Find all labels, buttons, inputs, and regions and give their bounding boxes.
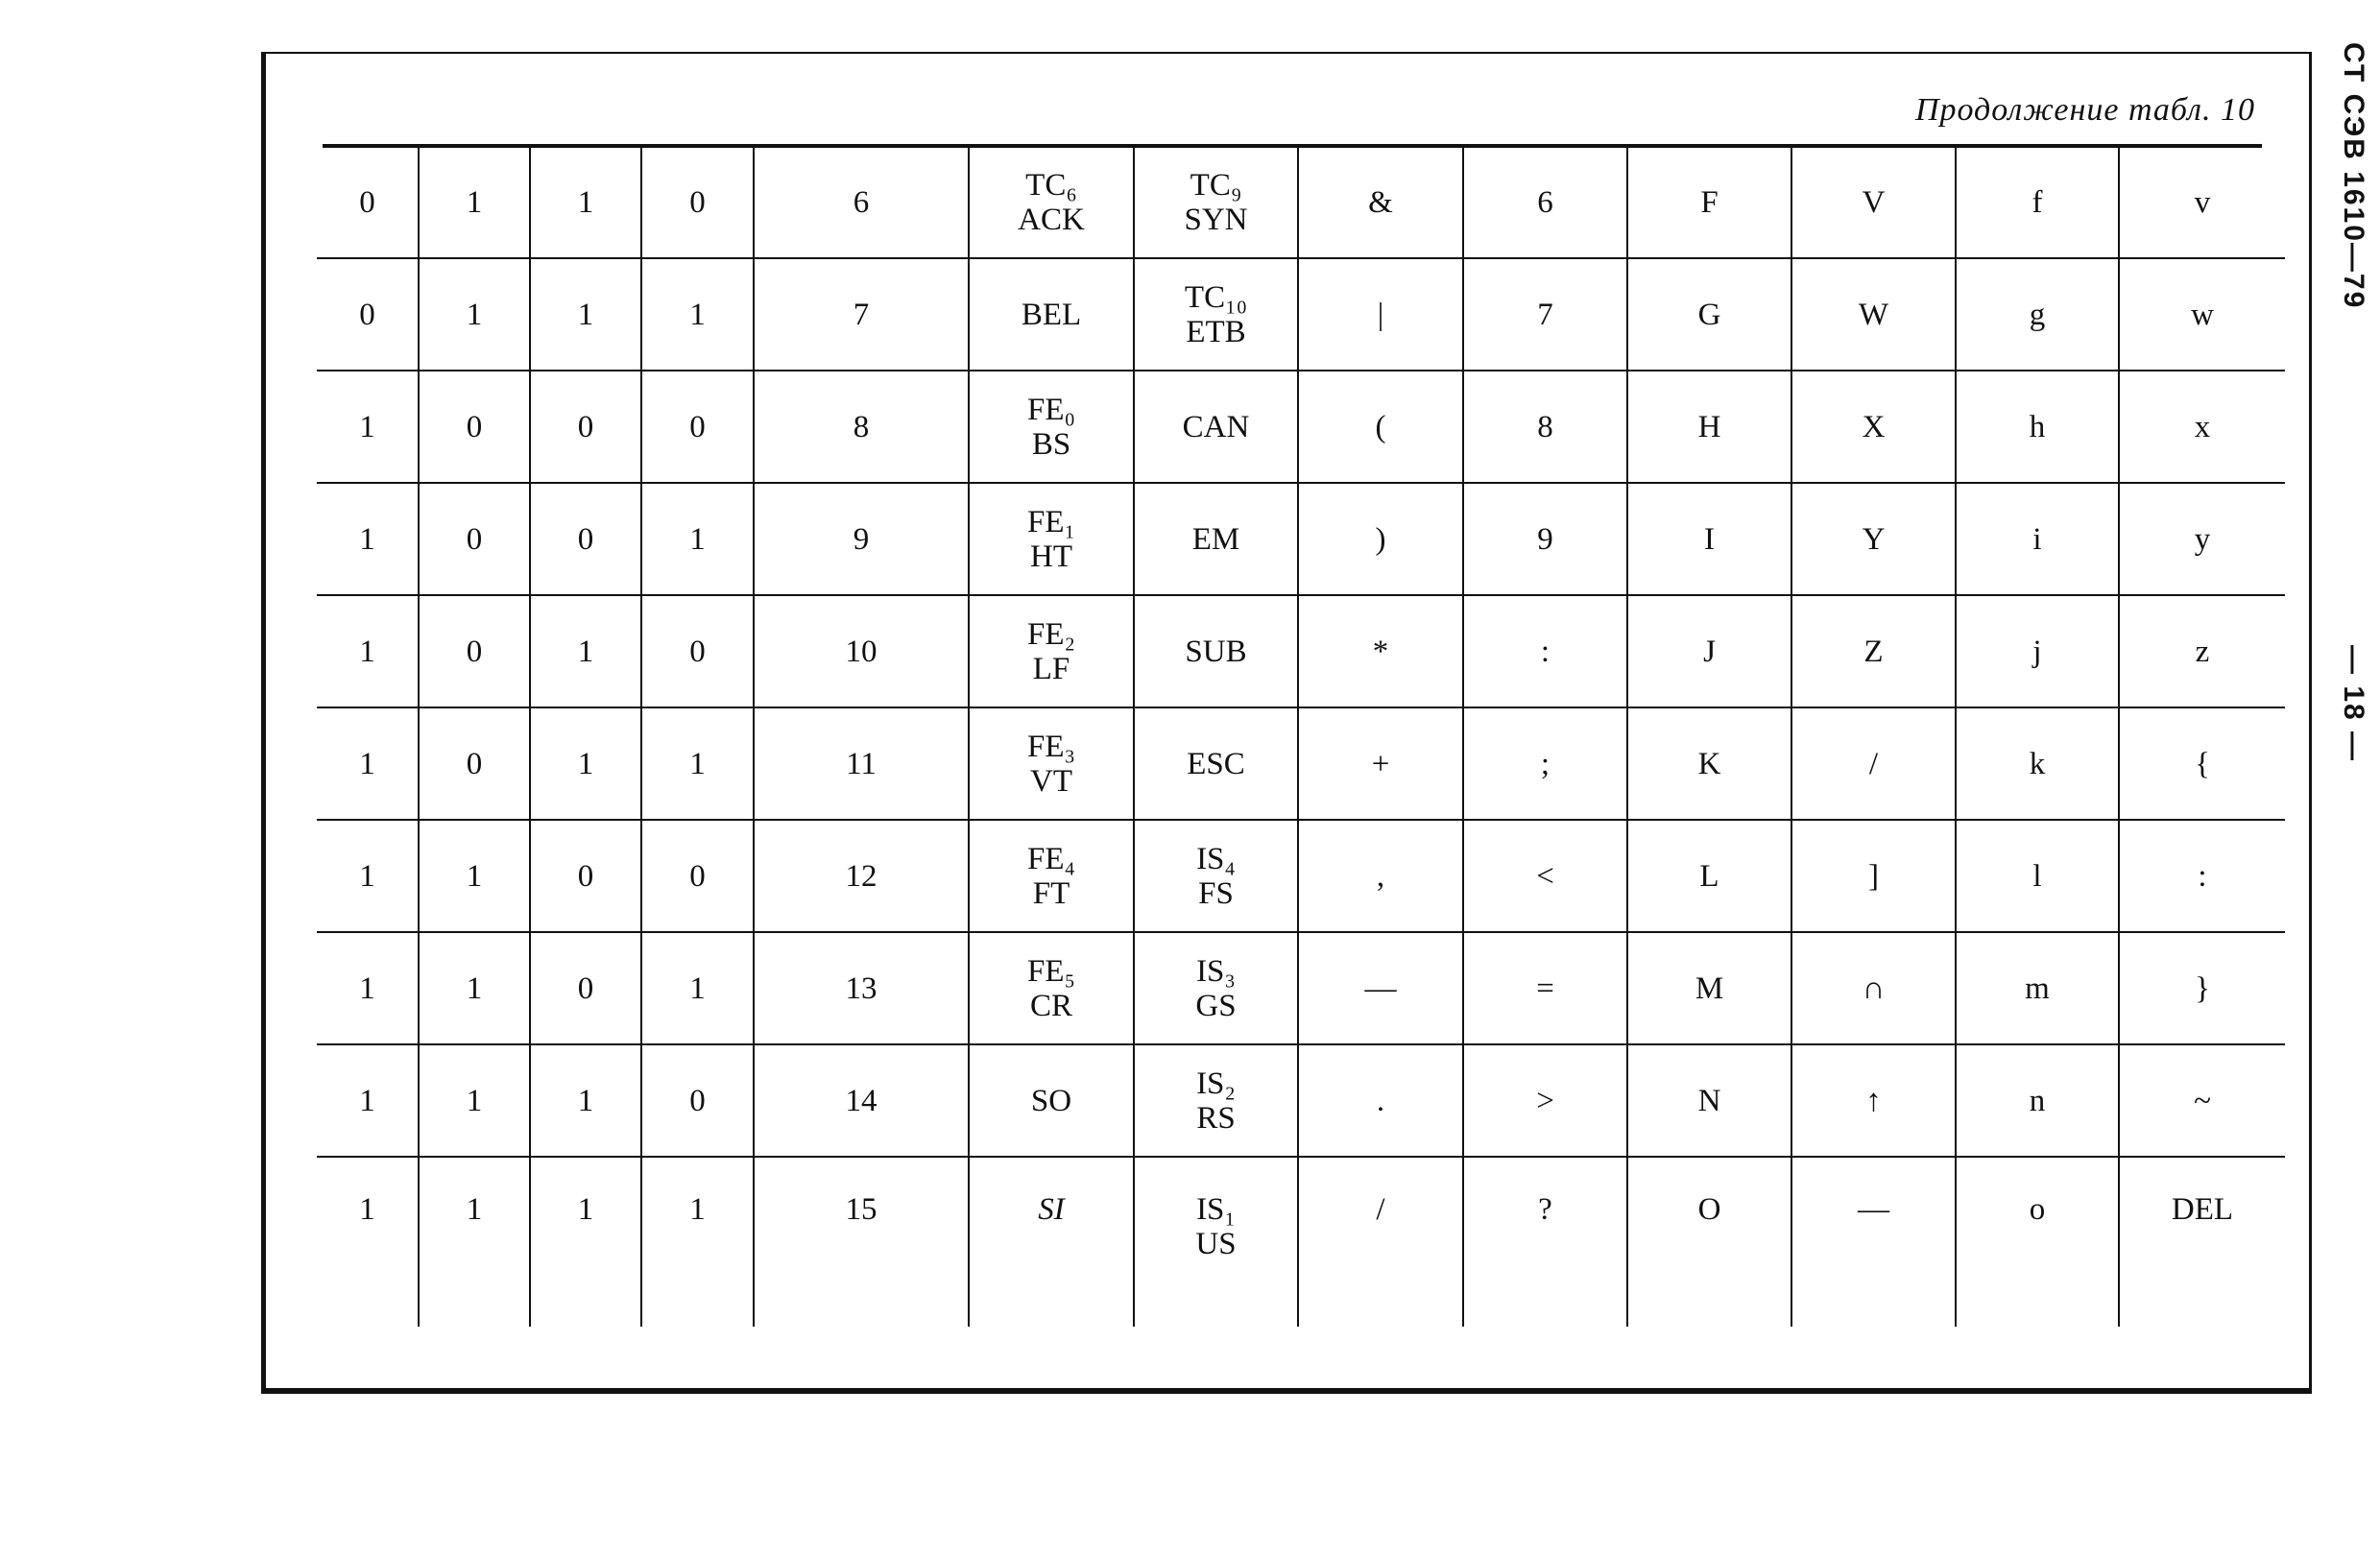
table-cell <box>969 595 1134 707</box>
cell-text: ; <box>1540 746 1551 781</box>
table-cell <box>641 1044 754 1157</box>
cell-text: 1 <box>466 858 483 894</box>
table-cell <box>419 820 530 932</box>
cell-text: IS₂ <box>1196 1066 1236 1101</box>
cell-text: 0 <box>577 970 594 1006</box>
cell-text: I <box>1704 521 1715 557</box>
cell-text: G <box>1697 297 1721 332</box>
table-cell <box>641 707 754 820</box>
cell-text: 1 <box>359 1083 375 1118</box>
table-cell <box>1627 371 1791 483</box>
table-cell <box>1134 483 1298 595</box>
table-cell <box>419 707 530 820</box>
cell-text: X <box>1862 409 1886 444</box>
cell-text: v <box>2194 184 2211 220</box>
cell-text: BEL <box>1021 297 1082 332</box>
table-cell <box>1956 483 2119 595</box>
cell-text: — <box>1364 970 1397 1006</box>
table-cell <box>530 371 641 483</box>
table-cell <box>1627 820 1791 932</box>
table-cell <box>317 820 419 932</box>
table-cell <box>969 483 1134 595</box>
table-cell <box>1956 932 2119 1044</box>
cell-text: 0 <box>689 634 706 669</box>
cell-text: 1 <box>359 521 375 557</box>
table-cell <box>1298 258 1463 371</box>
table-cell <box>1791 932 1956 1044</box>
cell-text: 1 <box>466 970 483 1006</box>
cell-text: . <box>1376 1083 1385 1118</box>
cell-text: EM <box>1191 521 1240 557</box>
cell-text: z <box>2195 634 2210 669</box>
cell-text: = <box>1536 970 1554 1006</box>
table-cell <box>1956 1157 2119 1327</box>
table-cell <box>317 147 419 258</box>
cell-text: 1 <box>359 409 375 444</box>
cell-text: } <box>2195 970 2210 1006</box>
table-cell <box>1298 707 1463 820</box>
cell-text: k <box>2029 746 2046 781</box>
table-row <box>317 483 2285 595</box>
table-row <box>317 707 2285 820</box>
table-cell <box>641 595 754 707</box>
cell-text: 1 <box>577 184 594 220</box>
table-cell <box>1956 820 2119 932</box>
table-cell <box>969 147 1134 258</box>
cell-text: 1 <box>466 297 483 332</box>
cell-text: SO <box>1030 1083 1072 1118</box>
cell-text: FS <box>1198 875 1234 911</box>
table-cell <box>1298 483 1463 595</box>
table-cell <box>530 483 641 595</box>
cell-text: > <box>1536 1083 1554 1118</box>
table-row <box>317 371 2285 483</box>
cell-text: V <box>1862 184 1886 220</box>
cell-text: FE₄ <box>1026 841 1075 876</box>
table-cell <box>641 258 754 371</box>
table-row <box>317 258 2285 371</box>
cell-text: ) <box>1375 521 1386 557</box>
cell-text: TC₁₀ <box>1184 279 1248 315</box>
cell-text: 6 <box>1537 184 1553 220</box>
cell-text: ( <box>1375 409 1386 444</box>
table-cell <box>1134 595 1298 707</box>
table-cell <box>754 1044 969 1157</box>
cell-text: Y <box>1862 521 1886 557</box>
cell-text: ACK <box>1018 202 1085 237</box>
cell-text: g <box>2029 297 2046 332</box>
table-cell <box>1791 483 1956 595</box>
table-cell <box>641 483 754 595</box>
table-cell <box>754 147 969 258</box>
cell-text: 1 <box>359 970 375 1006</box>
table-cell <box>1134 1157 1298 1327</box>
cell-text: 0 <box>689 858 706 894</box>
cell-text: N <box>1697 1083 1721 1118</box>
table-cell <box>1791 371 1956 483</box>
cell-text: 14 <box>845 1083 877 1118</box>
cell-text: F <box>1700 184 1719 220</box>
cell-text: FE₀ <box>1026 392 1075 427</box>
cell-text: SYN <box>1184 202 1248 237</box>
cell-text: 12 <box>845 858 877 894</box>
cell-text: 15 <box>845 1192 877 1227</box>
cell-text: h <box>2029 409 2046 444</box>
table-cell <box>530 147 641 258</box>
table-cell <box>1134 820 1298 932</box>
cell-text: 0 <box>359 184 375 220</box>
cell-text: 1 <box>577 1083 594 1118</box>
table-cell <box>317 932 419 1044</box>
table-cell <box>1134 932 1298 1044</box>
cell-text: H <box>1697 409 1721 444</box>
cell-text: ~ <box>2194 1083 2211 1118</box>
table-cell <box>1956 1044 2119 1157</box>
table-cell <box>1791 258 1956 371</box>
table-cell <box>2119 1044 2285 1157</box>
cell-text: ∩ <box>1862 970 1886 1006</box>
cell-text: 0 <box>466 746 483 781</box>
page-number: — 18 — <box>2338 645 2369 763</box>
cell-text: 9 <box>1537 521 1553 557</box>
cell-text: * <box>1372 634 1389 669</box>
cell-text: 0 <box>359 297 375 332</box>
table-cell <box>754 371 969 483</box>
cell-text: j <box>2032 634 2042 669</box>
table-cell <box>530 595 641 707</box>
cell-text: / <box>1376 1192 1385 1227</box>
cell-text: 0 <box>689 409 706 444</box>
table-cell <box>1463 371 1627 483</box>
table-cell <box>530 1157 641 1327</box>
table-cell <box>2119 371 2285 483</box>
cell-text: K <box>1697 746 1721 781</box>
cell-text: 1 <box>466 184 483 220</box>
cell-text: 0 <box>689 1083 706 1118</box>
table-row <box>317 932 2285 1044</box>
table-cell <box>1463 1044 1627 1157</box>
table-cell <box>1463 483 1627 595</box>
table-cell <box>1627 483 1791 595</box>
table-cell <box>419 595 530 707</box>
table-cell <box>2119 1157 2285 1327</box>
table-row <box>317 820 2285 932</box>
cell-text: — <box>1858 1192 1889 1227</box>
table-cell <box>317 707 419 820</box>
table-cell <box>530 1044 641 1157</box>
table-cell <box>1627 147 1791 258</box>
table-cell <box>1298 932 1463 1044</box>
code-table <box>317 147 2285 1327</box>
cell-text: W <box>1858 297 1889 332</box>
table-cell <box>419 147 530 258</box>
table-cell <box>1463 147 1627 258</box>
table-cell <box>1791 707 1956 820</box>
cell-text: RS <box>1196 1100 1236 1136</box>
table-cell <box>754 483 969 595</box>
table-cell <box>1463 820 1627 932</box>
cell-text: 0 <box>577 521 594 557</box>
cell-text: 9 <box>853 521 870 557</box>
table-cell <box>1627 258 1791 371</box>
cell-text: o <box>2029 1192 2046 1227</box>
cell-text: ↑ <box>1865 1083 1882 1118</box>
table-cell <box>754 820 969 932</box>
table-cell <box>2119 483 2285 595</box>
cell-text: 1 <box>577 746 594 781</box>
cell-text: BS <box>1031 426 1071 462</box>
table-cell <box>419 932 530 1044</box>
cell-text: O <box>1697 1192 1721 1227</box>
table-cell <box>1298 147 1463 258</box>
table-cell <box>1627 707 1791 820</box>
table-cell <box>1463 258 1627 371</box>
cell-text: FE₁ <box>1026 504 1075 539</box>
table-cell <box>1463 932 1627 1044</box>
cell-text: < <box>1536 858 1554 894</box>
table-cell <box>317 1044 419 1157</box>
table-cell <box>419 258 530 371</box>
table-cell <box>1298 1157 1463 1327</box>
cell-text: 1 <box>577 634 594 669</box>
cell-text: l <box>2032 858 2042 894</box>
cell-text: 1 <box>689 746 706 781</box>
table-cell <box>317 1157 419 1327</box>
cell-text: 1 <box>577 1192 594 1227</box>
cell-text: 0 <box>577 858 594 894</box>
cell-text: M <box>1695 970 1724 1006</box>
table-cell <box>1627 595 1791 707</box>
cell-text: IS₄ <box>1196 841 1236 876</box>
cell-text: SUB <box>1185 634 1247 669</box>
table-cell <box>754 1157 969 1327</box>
table-cell <box>1134 147 1298 258</box>
cell-text: 8 <box>853 409 870 444</box>
table-cell <box>1956 707 2119 820</box>
cell-text: 1 <box>359 634 375 669</box>
table-cell <box>969 932 1134 1044</box>
table-cell <box>1627 932 1791 1044</box>
table-cell <box>2119 707 2285 820</box>
table-cell <box>969 1044 1134 1157</box>
table-row <box>317 147 2285 258</box>
cell-text: 1 <box>689 1192 706 1227</box>
table-cell <box>317 371 419 483</box>
table-cell <box>1956 595 2119 707</box>
table-cell <box>317 483 419 595</box>
table-cell <box>1463 1157 1627 1327</box>
cell-text: x <box>2194 409 2211 444</box>
table-cell <box>641 371 754 483</box>
cell-text: ETB <box>1186 314 1246 349</box>
cell-text: FE₂ <box>1026 616 1075 652</box>
table-cell <box>1791 1157 1956 1327</box>
table-cell <box>530 932 641 1044</box>
cell-text: { <box>2195 746 2210 781</box>
cell-text: TC₆ <box>1025 167 1077 203</box>
cell-text: 11 <box>846 746 877 781</box>
cell-text: 1 <box>466 1192 483 1227</box>
cell-text: 8 <box>1537 409 1553 444</box>
table-cell <box>754 932 969 1044</box>
table-cell <box>530 707 641 820</box>
cell-text: HT <box>1030 539 1072 574</box>
cell-text: 0 <box>577 409 594 444</box>
standard-designation: СТ СЭВ 1610—79 <box>2338 42 2369 310</box>
cell-text: VT <box>1030 763 1072 799</box>
cell-text: : <box>2198 858 2207 894</box>
table-cell <box>2119 147 2285 258</box>
table-row <box>317 595 2285 707</box>
table-cell <box>969 371 1134 483</box>
table-cell <box>754 258 969 371</box>
table-cell <box>1627 1044 1791 1157</box>
table-cell <box>1134 707 1298 820</box>
table-cell <box>1627 1157 1791 1327</box>
table-cell <box>1791 147 1956 258</box>
cell-text: 7 <box>1537 297 1553 332</box>
cell-text: US <box>1195 1227 1237 1261</box>
table-cell <box>419 371 530 483</box>
cell-text: 1 <box>466 1083 483 1118</box>
cell-text: IS₁ <box>1196 1192 1236 1227</box>
table-cell <box>641 932 754 1044</box>
cell-text: | <box>1377 297 1384 332</box>
cell-text: ? <box>1538 1192 1552 1227</box>
table-cell <box>317 595 419 707</box>
cell-text: m <box>2025 970 2050 1006</box>
table-cell <box>2119 595 2285 707</box>
table-row <box>317 1157 2285 1327</box>
cell-text: 1 <box>359 746 375 781</box>
table-cell <box>641 1157 754 1327</box>
table-cell <box>641 820 754 932</box>
cell-text: y <box>2194 521 2211 557</box>
cell-text: Z <box>1863 634 1884 669</box>
cell-text: 1 <box>577 297 594 332</box>
cell-text: n <box>2029 1083 2046 1118</box>
table-row <box>317 1044 2285 1157</box>
table-cell <box>419 483 530 595</box>
cell-text: 7 <box>853 297 870 332</box>
cell-text: TC₉ <box>1190 167 1242 203</box>
cell-text: CAN <box>1182 409 1250 444</box>
cell-text: ESC <box>1187 746 1245 781</box>
table-cell <box>1298 1044 1463 1157</box>
cell-text: 0 <box>466 409 483 444</box>
table-cell <box>1298 595 1463 707</box>
cell-text: IS₃ <box>1196 953 1236 989</box>
table-cell <box>1791 595 1956 707</box>
cell-text: FE₅ <box>1026 953 1075 989</box>
cell-text: 0 <box>466 634 483 669</box>
table-cell <box>1463 707 1627 820</box>
cell-text: f <box>2031 184 2043 220</box>
table-cell <box>641 147 754 258</box>
cell-text: GS <box>1195 988 1237 1023</box>
cell-text: + <box>1371 746 1390 781</box>
table-cell <box>1956 371 2119 483</box>
table-cell <box>969 707 1134 820</box>
cell-text: 6 <box>853 184 870 220</box>
table-cell <box>1298 820 1463 932</box>
table-continuation-caption: Продолжение табл. 10 <box>1914 92 2255 128</box>
cell-text: & <box>1368 184 1393 220</box>
cell-text: / <box>1868 746 1879 781</box>
table-cell <box>2119 258 2285 371</box>
table-cell <box>419 1044 530 1157</box>
table-cell <box>419 1157 530 1327</box>
table-body <box>317 147 2285 1327</box>
cell-text: 10 <box>845 634 877 669</box>
table-cell <box>1956 147 2119 258</box>
cell-text: ] <box>1868 858 1879 894</box>
cell-text: 1 <box>689 970 706 1006</box>
table-cell <box>754 707 969 820</box>
table-cell <box>530 258 641 371</box>
table-cell <box>969 820 1134 932</box>
table-cell <box>1463 595 1627 707</box>
cell-text: FE₃ <box>1026 729 1075 764</box>
table-cell <box>317 258 419 371</box>
cell-text: 1 <box>689 521 706 557</box>
cell-text: J <box>1703 634 1716 669</box>
cell-text: LF <box>1032 651 1070 686</box>
table-cell <box>754 595 969 707</box>
table-cell <box>1298 371 1463 483</box>
cell-text: FT <box>1032 875 1070 911</box>
table-cell <box>1956 258 2119 371</box>
cell-text: : <box>1540 634 1551 669</box>
cell-text: L <box>1699 858 1719 894</box>
cell-text: 1 <box>359 858 375 894</box>
cell-text: 1 <box>359 1192 375 1227</box>
cell-text: 0 <box>689 184 706 220</box>
table-cell <box>1791 820 1956 932</box>
table-cell <box>1134 371 1298 483</box>
table-cell <box>530 820 641 932</box>
cell-text: CR <box>1029 988 1073 1023</box>
cell-text: 1 <box>689 297 706 332</box>
table-cell <box>2119 932 2285 1044</box>
cell-text: , <box>1376 858 1385 894</box>
table-cell <box>1134 1044 1298 1157</box>
table-cell <box>1791 1044 1956 1157</box>
cell-text: 0 <box>466 521 483 557</box>
table-cell <box>969 258 1134 371</box>
table-cell <box>2119 820 2285 932</box>
cell-text: i <box>2032 521 2042 557</box>
cell-text: 13 <box>845 970 877 1006</box>
cell-text: SI <box>1038 1192 1065 1227</box>
table-cell <box>1134 258 1298 371</box>
cell-text: DEL <box>2171 1192 2234 1227</box>
cell-text: w <box>2191 297 2214 332</box>
table-cell <box>969 1157 1134 1327</box>
